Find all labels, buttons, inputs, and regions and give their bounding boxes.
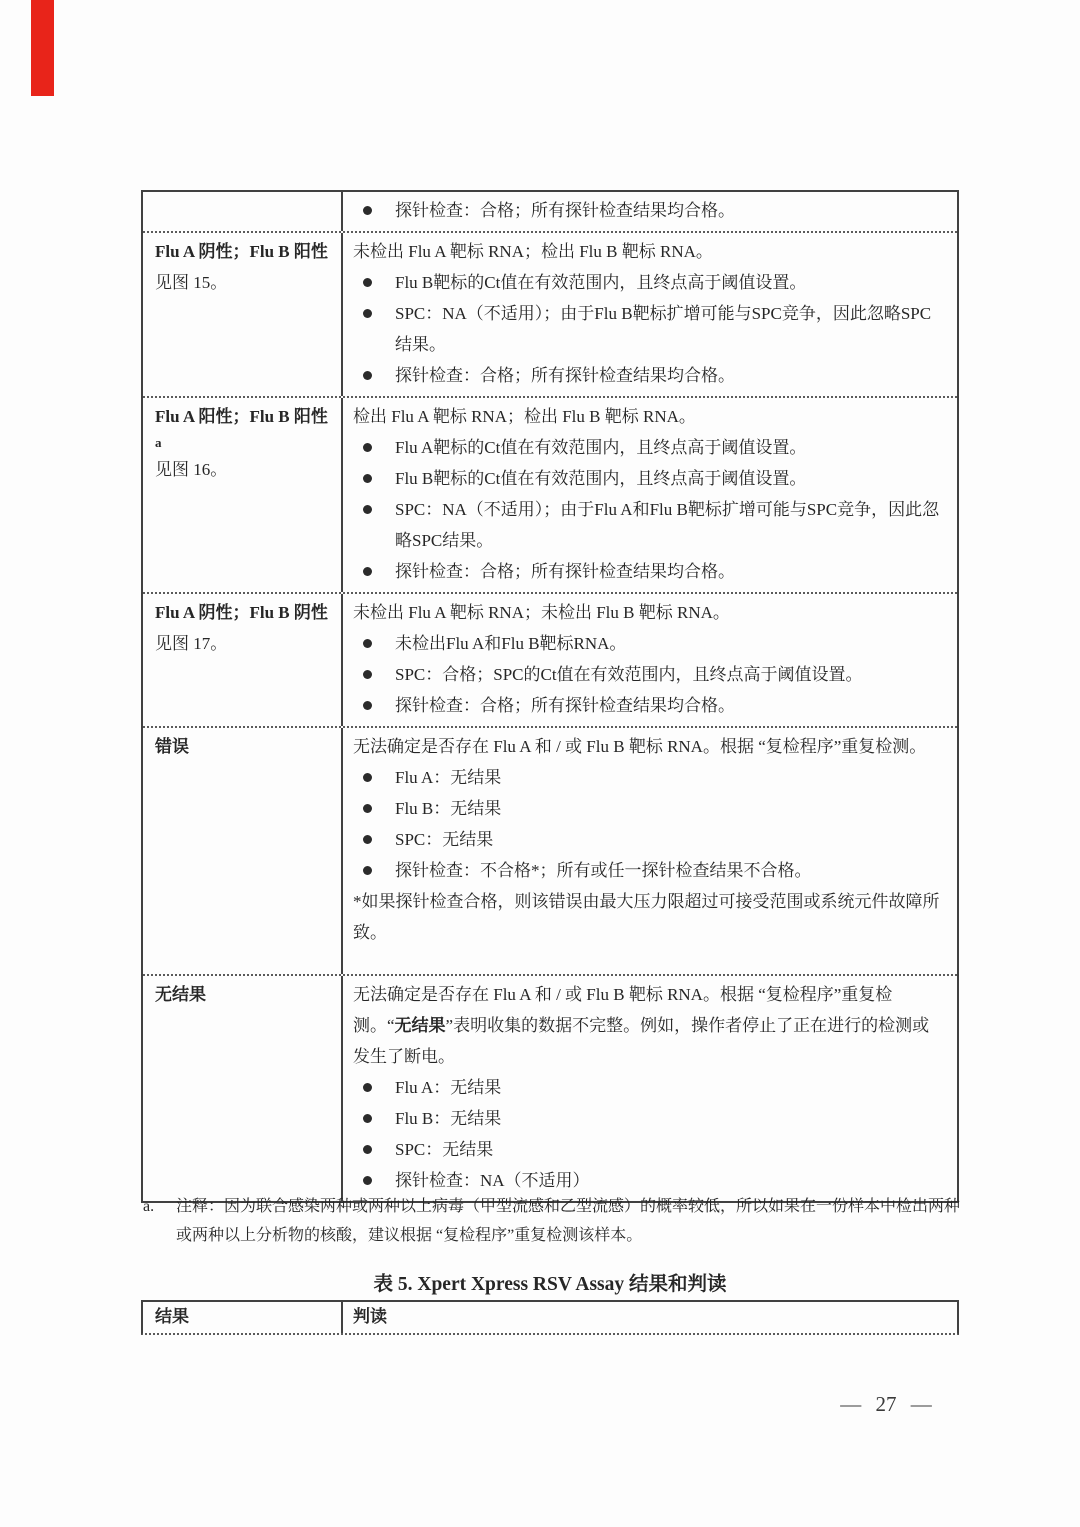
interpretation-cell (343, 192, 957, 231)
bullet-text: Flu B：无结果 (395, 1109, 502, 1128)
error-asterisk-note: *如果探针检查合格，则该错误由最大压力限超过可接受范围或系统元件故障所致。 (353, 892, 940, 942)
bullet-text: 探针检查：合格；所有探针检查结果均合格。 (395, 562, 735, 581)
interpretation-cell (343, 976, 957, 1201)
bullet-text: SPC：无结果 (395, 1140, 494, 1159)
bullet-item (353, 793, 943, 824)
table-row-error (143, 726, 957, 974)
bullet-icon (363, 804, 372, 813)
bullet-icon (363, 278, 372, 287)
result-label: 错误 (155, 737, 189, 756)
bullet-icon (363, 1083, 372, 1092)
bullet-icon (363, 371, 372, 380)
bullet-text: Flu A靶标的Ct值在有效范围内，且终点高于阈值设置。 (395, 438, 807, 457)
page-number: — 27 — (840, 1392, 932, 1416)
bullet-text: SPC：NA（不适用）；由于Flu B靶标扩增可能与SPC竞争，因此忽略SPC结果。 (395, 304, 932, 354)
result-cell-empty (143, 192, 343, 231)
intro-text: ”表明收集的数据不完整。例如，操作者停止了正在进行的检测或发生了断电。 (353, 1016, 930, 1066)
interpretation-cell (343, 398, 957, 592)
bullet-item (353, 1072, 943, 1103)
bullet-icon (363, 206, 372, 215)
bullet-icon (363, 1114, 372, 1123)
bullet-item (353, 659, 943, 690)
table-row-fluA-neg-fluB-neg (143, 592, 957, 726)
bullet-icon (363, 474, 372, 483)
bullet-text: SPC：合格；SPC的Ct值在有效范围内，且终点高于阈值设置。 (395, 665, 863, 684)
bullet-text: Flu B靶标的Ct值在有效范围内，且终点高于阈值设置。 (395, 273, 807, 292)
footnote-marker: a. (143, 1198, 155, 1215)
bullet-text: 探针检查：合格；所有探针检查结果均合格。 (395, 366, 735, 385)
bullet-icon (363, 443, 372, 452)
bullet-item (353, 463, 943, 494)
bullet-icon (363, 567, 372, 576)
interpretation-intro (353, 979, 943, 1072)
bullet-item (353, 494, 943, 556)
bullet-icon (363, 1145, 372, 1154)
bullet-item (353, 690, 943, 721)
interpretation-cell (343, 233, 957, 396)
bullet-item (353, 556, 943, 587)
table-row-fluA-neg-fluB-pos (143, 231, 957, 396)
result-cell (143, 398, 343, 592)
bullet-icon (363, 639, 372, 648)
interpretation-cell (343, 728, 957, 974)
footnote-marker: a (155, 435, 162, 450)
see-figure: 见图 16。 (155, 460, 228, 479)
table-row-fluA-pos-fluB-pos (143, 396, 957, 592)
bullet-text: 探针检查：合格；所有探针检查结果均合格。 (395, 201, 735, 220)
table-row-no-result (143, 974, 957, 1201)
bullet-icon (363, 866, 372, 875)
result-cell (143, 594, 343, 726)
table-row-continuation (143, 192, 957, 231)
table5-title: 表 5. Xpert Xpress RSV Assay 结果和判读 (373, 1274, 727, 1295)
footnote (143, 1192, 971, 1250)
result-label: Flu A 阳性；Flu B 阳性 (155, 407, 328, 426)
bullet-text: 探针检查：NA（不适用） (395, 1171, 590, 1190)
intro-bold-text: 无结果 (394, 1016, 446, 1035)
bullet-icon (363, 701, 372, 710)
bullet-text: 未检出Flu A和Flu B靶标RNA。 (395, 634, 627, 653)
result-label: Flu A 阴性；Flu B 阳性 (155, 242, 328, 261)
bullet-item (353, 1103, 943, 1134)
red-corner-mark (31, 0, 54, 96)
bullet-item (353, 360, 943, 391)
result-cell (143, 233, 343, 396)
column-header-interpretation: 判读 (353, 1307, 387, 1326)
bullet-icon (363, 670, 372, 679)
interpretation-intro: 检出 Flu A 靶标 RNA；检出 Flu B 靶标 RNA。 (353, 407, 696, 426)
bullet-text: 探针检查：不合格*；所有或任一探针检查结果不合格。 (395, 861, 812, 880)
bullet-text: SPC：无结果 (395, 830, 494, 849)
bullet-item (353, 762, 943, 793)
bullet-item (353, 298, 943, 360)
interpretation-intro: 未检出 Flu A 靶标 RNA；未检出 Flu B 靶标 RNA。 (353, 603, 730, 622)
interpretation-intro: 无法确定是否存在 Flu A 和 / 或 Flu B 靶标 RNA。根据 “复检程序”重复检测。 (353, 737, 927, 756)
bullet-text: Flu A：无结果 (395, 768, 502, 787)
bullet-icon (363, 505, 372, 514)
bullet-icon (363, 835, 372, 844)
bullet-text: Flu A：无结果 (395, 1078, 502, 1097)
bullet-text: Flu B靶标的Ct值在有效范围内，且终点高于阈值设置。 (395, 469, 807, 488)
bullet-item (353, 267, 943, 298)
result-label: Flu A 阴性；Flu B 阴性 (155, 603, 328, 622)
column-header-result: 结果 (143, 1302, 343, 1333)
bullet-text: 探针检查：合格；所有探针检查结果均合格。 (395, 696, 735, 715)
bullet-icon (363, 773, 372, 782)
interpretation-intro: 未检出 Flu A 靶标 RNA；检出 Flu B 靶标 RNA。 (353, 242, 713, 261)
bullet-icon (363, 1176, 372, 1185)
bullet-item (353, 824, 943, 855)
footnote-text: 注释：因为联合感染两种或两种以上病毒（甲型流感和乙型流感）的概率较低，所以如果在一份样本中检出两种或两种以上分析物的核酸，建议根据 “复检程序”重复检测该样本。 (176, 1198, 961, 1244)
see-figure: 见图 15。 (155, 273, 228, 292)
bullet-item (353, 1134, 943, 1165)
results-table (141, 190, 959, 1203)
bullet-text: Flu B：无结果 (395, 799, 502, 818)
result-cell (143, 976, 343, 1201)
bullet-item (353, 855, 943, 886)
interpretation-cell (343, 594, 957, 726)
bullet-item (353, 432, 943, 463)
bullet-item (353, 628, 943, 659)
rsv-results-table (141, 1300, 959, 1335)
bullet-item (353, 195, 943, 226)
result-cell (143, 728, 343, 974)
bullet-icon (363, 309, 372, 318)
see-figure: 见图 17。 (155, 634, 228, 653)
bullet-text: SPC：NA（不适用）；由于Flu A和Flu B靶标扩增可能与SPC竞争，因此忽略SPC结果。 (395, 500, 940, 550)
result-label: 无结果 (155, 985, 206, 1004)
intro-text: 无法确定是否存在 Flu A 和 / 或 Flu B 靶标 RNA。根据 “复检程序”重复检测。“ (353, 985, 893, 1035)
